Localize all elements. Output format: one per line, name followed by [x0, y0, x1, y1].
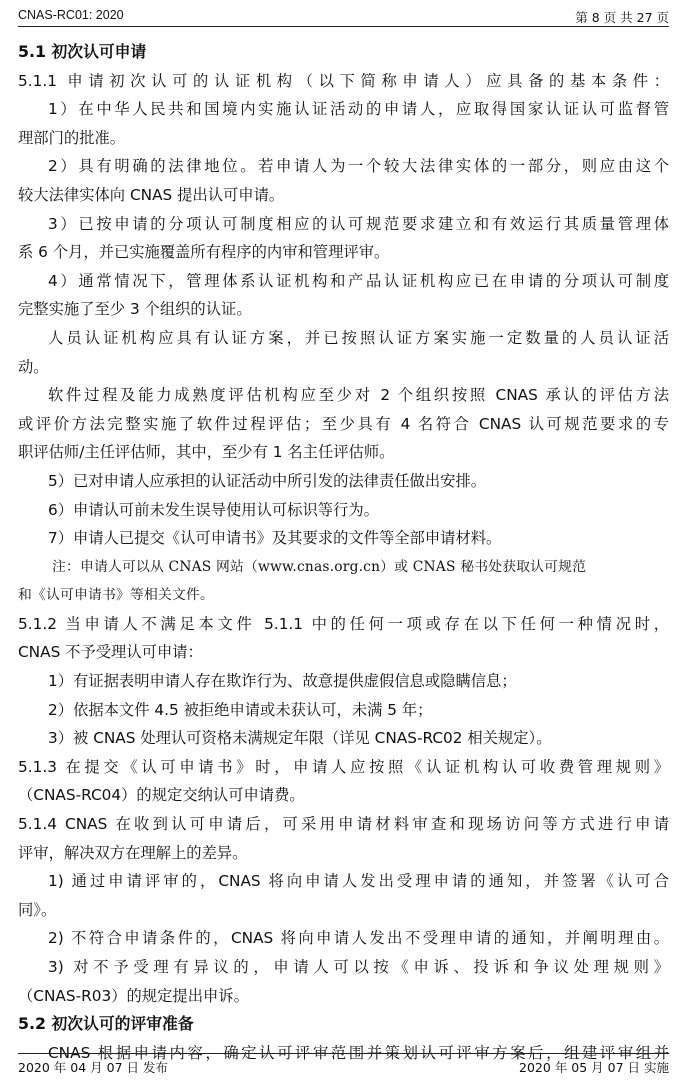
clause-text: 5.1.4 CNAS 在收到认可申请后，可采用申请材料审查和现场访问等方式进行申请 [18, 815, 669, 834]
clause-text: 5.1.2 当申请人不满足本文件 5.1.1 中的任何一项或存在以下任何一种情况时， [18, 614, 669, 633]
list-item: 6）申请认可前未发生误导使用认可标识等行为。 [48, 500, 379, 519]
list-item: 3) 对不予受理有异议的，申请人可以按《申诉、投诉和争议处理规则》 [48, 958, 669, 976]
paragraph-cont: 职评估师/主任评估师，其中，至少有 1 名主任评估师。 [18, 443, 395, 462]
list-item-cont: 理部门的批准。 [18, 128, 126, 147]
paragraph: 人员认证机构应具有认证方案，并已按照认证方案实施一定数量的人员认证活 [48, 328, 669, 347]
section-heading: 5.2 初次认可的评审准备 [18, 1014, 194, 1034]
list-item: 4）通常情况下，管理体系认证机构和产品认证机构应已在申请的分项认可制度 [48, 271, 669, 290]
paragraph-cont: 或评价方法完整实施了软件过程评估；至少具有 4 名符合 CNAS 认可规范要求的专 [18, 414, 669, 433]
list-item: 2) 不符合申请条件的，CNAS 将向申请人发出不受理申请的通知，并阐明理由。 [48, 929, 669, 948]
list-item: 1) 通过申请评审的，CNAS 将向申请人发出受理申请的通知，并签署《认可合 [48, 872, 669, 891]
document-id: CNAS-RC01: 2020 [18, 8, 124, 22]
list-item: 5）已对申请人应承担的认证活动中所引发的法律责任做出安排。 [48, 471, 487, 490]
list-item: 3）被 CNAS 处理认可资格未满规定年限（详见 CNAS-RC02 相关规定）。 [48, 729, 552, 748]
effective-date: 2020 年 05 月 07 日 实施 [519, 1060, 669, 1075]
clause-text-cont: （CNAS-RC04）的规定交纳认可申请费。 [18, 786, 305, 805]
page-number: 第 8 页 共 27 页 [575, 10, 669, 25]
list-item: 1）在中华人民共和国境内实施认证活动的申请人，应取得国家认证认可监督管 [48, 100, 669, 119]
list-item-cont: 较大法律实体向 CNAS 提出认可申请。 [18, 185, 285, 204]
issue-date: 2020 年 04 月 07 日 发布 [18, 1060, 168, 1075]
paragraph: 软件过程及能力成熟度评估机构应至少对 2 个组织按照 CNAS 承认的评估方法 [48, 386, 669, 405]
list-item: 7）申请人已提交《认可申请书》及其要求的文件等全部申请材料。 [48, 529, 502, 548]
clause-text: 5.1.3 在提交《认可申请书》时，申请人应按照《认证机构认可收费管理规则》 [18, 757, 669, 776]
list-item: 2）依据本文件 4.5 被拒绝申请或未获认可，未满 5 年； [48, 700, 433, 719]
page-footer [18, 1053, 669, 1076]
note: 注：申请人可以从 CNAS 网站（www.cnas.org.cn）或 CNAS 秘书处获取认可规范 [52, 558, 587, 575]
note-cont: 和《认可申请书》等相关文件。 [18, 587, 214, 604]
list-item: 1）有证据表明申请人存在欺诈行为、故意提供虚假信息或隐瞒信息； [48, 672, 517, 691]
paragraph: CNAS 根据申请内容，确定认可评审范围并策划认可评审方案后，组建评审组并 [48, 1043, 669, 1062]
paragraph-cont: 动。 [18, 357, 49, 376]
clause-text-cont: CNAS 不予受理认可申请： [18, 643, 203, 662]
list-item-cont: 完整实施了至少 3 个组织的认证。 [18, 300, 252, 319]
list-item: 3）已按申请的分项认可制度相应的认可规范要求建立和有效运行其质量管理体 [48, 214, 669, 233]
page-header [18, 6, 669, 27]
list-item: 2）具有明确的法律地位。若申请人为一个较大法律实体的一部分，则应由这个 [48, 157, 669, 176]
list-item-cont: 系 6 个月，并已实施覆盖所有程序的内审和管理评审。 [18, 243, 390, 262]
section-heading: 5.1 初次认可申请 [18, 42, 147, 61]
clause-text: 5.1.1 申请初次认可的认证机构（以下简称申请人）应具备的基本条件： [18, 71, 669, 90]
document-body [18, 38, 669, 1067]
list-item-cont: 同》。 [18, 900, 57, 919]
clause-text-cont: 评审，解决双方在理解上的差异。 [18, 843, 248, 862]
list-item-cont: （CNAS-R03）的规定提出申诉。 [18, 986, 249, 1005]
